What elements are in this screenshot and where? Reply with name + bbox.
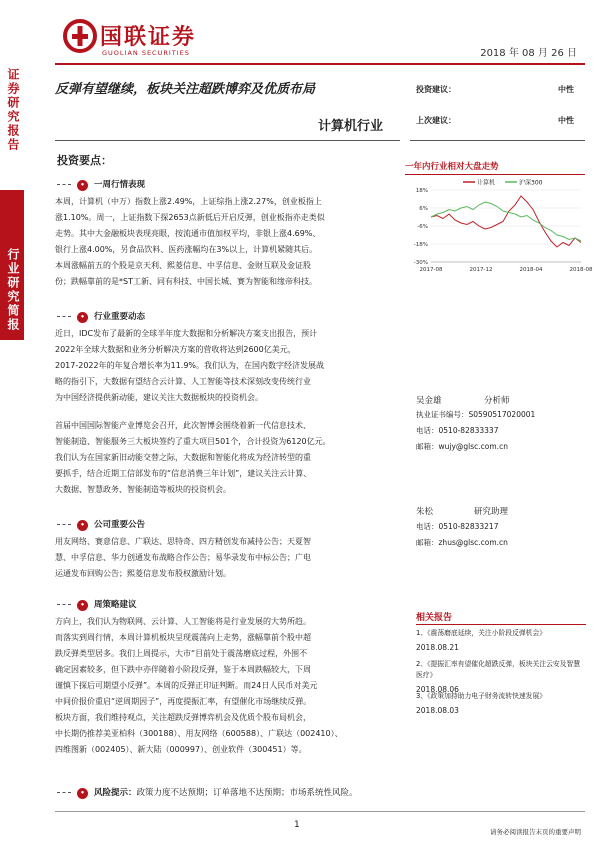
cert-number: S0590517020001 xyxy=(468,410,536,419)
y-tick-label: 18% xyxy=(415,188,428,194)
email-label: 邮箱： xyxy=(416,442,439,451)
related-reports-divider xyxy=(416,624,586,625)
para-line: 走势。其中大金融板块表现亮眼，按流通市值加权平均，非银上涨4.69%、 xyxy=(55,229,321,238)
invest-rating-value: 中性 xyxy=(558,85,574,94)
para-line: 跌反弹类型居多。我们上周提示，大市“目前处于震荡磨底过程，外围不 xyxy=(55,649,308,658)
para-line: 为中国经济提供新动能，建议关注大数据板块的投资机会。 xyxy=(55,393,263,402)
chart-title: 一年内行业相对大盘走势 xyxy=(405,162,499,172)
dash-divider xyxy=(57,184,71,185)
bullet-icon: • xyxy=(77,788,88,799)
legend-label-computer: 计算机 xyxy=(477,179,496,187)
para-line: 运通发布回购公告；熙菱信息发布股权激励计划。 xyxy=(55,569,231,578)
rating-divider xyxy=(410,140,585,141)
email-label: 邮箱： xyxy=(416,538,439,547)
dash-divider xyxy=(57,604,71,605)
header-divider xyxy=(55,63,585,65)
section-heading xyxy=(57,598,137,611)
guolian-logo-icon xyxy=(62,18,98,54)
assistant-name: 朱松 xyxy=(416,507,434,517)
section-paragraph xyxy=(55,534,393,582)
phone-label: 电话： xyxy=(416,426,439,435)
section-heading-text: 行业重要动态 xyxy=(94,312,146,322)
brand-name-en: GUOLIAN SECURITIES xyxy=(102,49,190,57)
x-tick-label: 2018-04 xyxy=(519,267,543,273)
phone-number: 0510-82833337 xyxy=(438,426,499,435)
para-line: 要抓手，结合近期工信部发布的“信息消费三年计划”，建议关注云计算、 xyxy=(55,469,312,478)
relative-trend-chart xyxy=(405,176,593,276)
industry-name: 计算机行业 xyxy=(318,119,384,134)
legend-label-hs300: 沪深300 xyxy=(519,179,543,187)
analyst-title: 分析师 xyxy=(484,396,510,406)
para-line: 中间价报价重启“逆周期因子”，再度提振汇率，有望催化市场继续反弹。 xyxy=(55,697,312,706)
section-paragraph xyxy=(55,194,393,290)
risk-warning xyxy=(57,786,358,799)
assistant-phone xyxy=(416,521,498,532)
cert-label: 执业证书编号： xyxy=(416,410,469,419)
analyst-phone xyxy=(416,425,498,436)
bullet-icon: • xyxy=(77,520,88,531)
assistant-title: 研究助理 xyxy=(474,507,509,517)
section-paragraph xyxy=(55,614,393,758)
dash-divider xyxy=(57,792,71,793)
side-label-research-report: 证券研究报告 xyxy=(6,68,20,152)
para-line: 份；跌幅靠前的是*ST工新、同有科技、中国长城、赛为智能和缘帝科技。 xyxy=(55,277,317,286)
y-tick-label: -18% xyxy=(413,242,428,248)
related-report-link[interactable]: 1、《震荡磨底延续，关注小阶段反弹机会》 xyxy=(416,629,547,637)
x-tick-label: 2017-08 xyxy=(419,267,443,273)
invest-rating-label: 投资建议： xyxy=(416,85,456,94)
bullet-icon: • xyxy=(77,600,88,611)
para-line: 首届中国国际智能产业博览会召开，此次智博会围绕着新一代信息技术、 xyxy=(55,421,311,430)
para-line: 本周，计算机（中万）指数上涨2.49%，上证综指上涨2.27%，创业板指上 xyxy=(55,197,322,206)
footer-divider xyxy=(55,811,585,812)
section-heading xyxy=(57,310,145,323)
para-line: 银行上涨4.00%，另食品饮料、医药涨幅均在3%以上，计算机紧随其后。 xyxy=(55,245,318,254)
assistant-email[interactable] xyxy=(416,537,508,548)
bullet-icon: • xyxy=(77,312,88,323)
prev-rating-value: 中性 xyxy=(558,116,574,125)
related-report-date: 2018.08.21 xyxy=(416,643,459,652)
para-line: 四维图新（002405）、新大陆（000997）、创业软件（300451）等。 xyxy=(55,745,307,754)
page-number: 1 xyxy=(294,820,300,830)
para-line: 板块方面，我们维持观点，关注超跌反弹博弈机会及优质个股布局机会， xyxy=(55,713,311,722)
dash-divider xyxy=(57,524,71,525)
para-line: 慧、中孚信息、华力创通发布战略合作公告；易华录发布中标公告；广电 xyxy=(55,553,311,562)
section-heading-text: 公司重要公告 xyxy=(94,520,146,530)
para-line: 我们认为在国家新旧动能交替之际，大数据和智能化将成为经济转型的重 xyxy=(55,453,311,462)
para-line: 近日，IDC发布了最新的全球半年度大数据和分析解决方案支出报告，预计 xyxy=(55,329,318,338)
x-tick-label: 2018-08 xyxy=(569,267,593,273)
related-reports-title: 相关报告 xyxy=(416,613,453,623)
para-line: 而落实到周行情，本周计算机板块呈现震荡向上走势，涨幅靠前个股中超 xyxy=(55,633,311,642)
prev-rating-label: 上次建议： xyxy=(416,116,456,125)
para-line: 方向上，我们认为物联网、云计算、人工智能将是行业发展的大势所趋。 xyxy=(55,617,311,626)
para-line: 中长期仍推荐美亚柏科（300188）、用友网络（600588）、广联达（002410）、 xyxy=(55,729,343,738)
section-heading-text: 一周行情表现 xyxy=(94,180,146,190)
para-line: 2022年全球大数据和业务分析解决方案的营收将达到2600亿美元， xyxy=(55,345,296,354)
bullet-icon: • xyxy=(77,180,88,191)
series-line-computer xyxy=(431,196,581,247)
y-tick-label: -6% xyxy=(417,224,428,230)
phone-number: 0510-82833217 xyxy=(438,522,499,531)
para-line: 用友网络、赛意信息、广联达、思特奇、四方精创发布减持公告；天夏智 xyxy=(55,537,311,546)
analyst-name: 吴金雄 xyxy=(416,396,442,406)
footer-disclaimer: 请务必阅读报告末页的重要声明 xyxy=(490,828,581,836)
related-report-date: 2018.08.06 xyxy=(416,685,459,694)
para-line: 谨慎下探后可期望小反弹”。本周的反弹正印证判断。而24日人民币对美元 xyxy=(55,681,318,690)
para-line: 智能制造、智能服务三大板块签约了重大项目501个，合计投资为6120亿元。 xyxy=(55,437,331,446)
para-line: 2017-2022年的年复合增长率为11.9%。我们认为，在国内数字经济发展战 xyxy=(55,361,325,370)
para-line: 本周涨幅前五的个股是京天利、熙菱信息、中孚信息、金财互联及金证股 xyxy=(55,261,311,270)
key-points-title: 投资要点： xyxy=(57,154,112,167)
brand-name-cn: 国联证券 xyxy=(100,25,197,50)
related-report-link[interactable]: 2、《提振汇率有望催化超跌反弹，板块关注云安及智慧医疗》 xyxy=(416,660,581,679)
side-label-industry-brief: 行业研究简报 xyxy=(6,248,20,332)
section-paragraph xyxy=(55,326,393,406)
email-address[interactable]: wujy@glsc.com.cn xyxy=(438,442,508,451)
related-report-link[interactable]: 3、《政策加持助力电子财务流转快速发展》 xyxy=(416,692,547,700)
title-divider xyxy=(55,140,400,141)
phone-label: 电话： xyxy=(416,522,439,531)
y-tick-label: 6% xyxy=(419,206,428,212)
section-paragraph xyxy=(55,418,393,498)
y-tick-label: -30% xyxy=(413,260,428,266)
x-tick-label: 2017-12 xyxy=(469,267,493,273)
para-line: 涨1.10%。周一，上证指数下探2653点新低后开启反弹，创业板指亦走类似 xyxy=(55,213,325,222)
para-line: 略的指引下，大数据有望结合云计算、人工智能等技术深刻改变传统行业 xyxy=(55,377,311,386)
para-line: 大数据、智慧政务、智能制造等板块的投资机会。 xyxy=(55,485,231,494)
dash-divider xyxy=(57,316,71,317)
section-heading xyxy=(57,518,145,531)
analyst-cert xyxy=(416,409,535,420)
related-report-date: 2018.08.03 xyxy=(416,706,459,715)
email-address[interactable]: zhus@glsc.com.cn xyxy=(438,538,508,547)
section-heading xyxy=(57,178,145,191)
report-date: 2018 年 08 月 26 日 xyxy=(480,48,577,59)
para-line: 确定因素较多，但下跌中亦伴随着小阶段反弹，鉴于本周跌幅较大，下周 xyxy=(55,665,311,674)
risk-text: 政策力度不达预期；订单落地不达预期；市场系统性风险。 xyxy=(136,788,358,798)
report-title: 反弹有望继续，板块关注超跌博弈及优质布局 xyxy=(55,82,316,97)
risk-label: 风险提示： xyxy=(94,788,137,798)
analyst-email[interactable] xyxy=(416,441,508,452)
chart-title-divider xyxy=(405,174,585,175)
section-heading-text: 周策略建议 xyxy=(94,600,137,610)
